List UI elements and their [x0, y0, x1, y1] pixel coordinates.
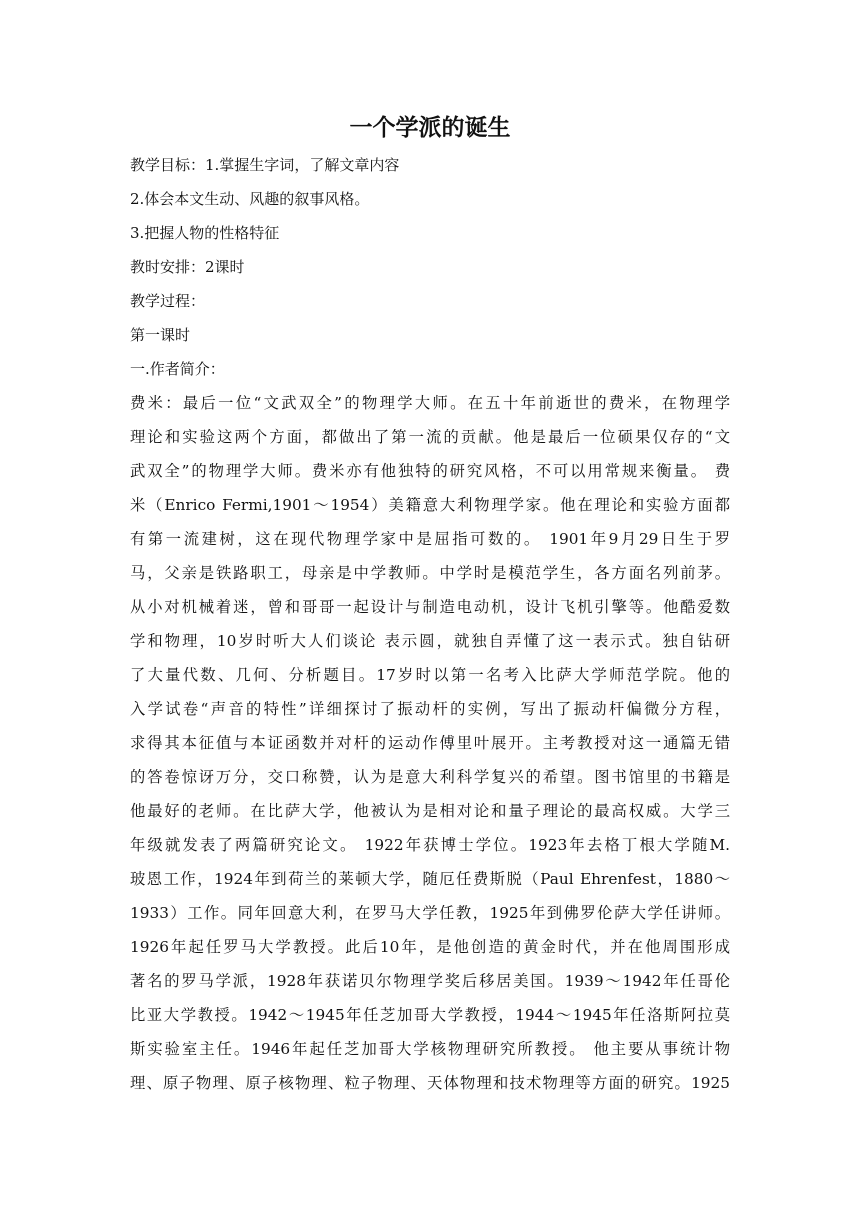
document-page [130, 108, 730, 1100]
bio-line: 费米：最后一位“文武双全”的物理学大师。在五十年前逝世的费米，在物理学 [130, 394, 730, 412]
bio-line: 的答卷惊讶万分，交口称赞，认为是意大利科学复兴的希望。图书馆里的书籍是 [130, 768, 730, 786]
bio-line: 有第一流建树，这在现代物理学家中是屈指可数的。 1901年9月29日生于罗 [130, 530, 730, 548]
teaching-process-heading: 教学过程： [130, 292, 206, 310]
bio-line: 马，父亲是铁路职工，母亲是中学教师。中学时是模范学生，各方面名列前茅。 [130, 564, 730, 582]
bio-line: 斯实验室主任。1946年起任芝加哥大学核物理研究所教授。 他主要从事统计物 [130, 1040, 730, 1058]
author-intro-heading: 一.作者简介： [130, 360, 225, 378]
bio-line: 米（Enrico Fermi,1901～1954）美籍意大利物理学家。他在理论和实验方面都 [130, 496, 730, 514]
author-bio-paragraph [130, 386, 730, 1100]
bio-line: 理论和实验这两个方面，都做出了第一流的贡献。他是最后一位硕果仅存的“文 [130, 428, 730, 446]
teaching-goal-line-2: 2.体会本文生动、风趣的叙事风格。 [130, 190, 370, 208]
bio-line: 1933）工作。同年回意大利，在罗马大学任教，1925年到佛罗伦萨大学任讲师。 [130, 904, 730, 922]
bio-line: 武双全”的物理学大师。费米亦有他独特的研究风格，不可以用常规来衡量。 费 [130, 462, 730, 480]
bio-line: 学和物理，10岁时听大人们谈论 表示圆，就独自弄懂了这一表示式。独自钻研 [130, 632, 730, 650]
bio-line: 入学试卷“声音的特性”详细探讨了振动杆的实例，写出了振动杆偏微分方程， [130, 700, 730, 718]
bio-line: 从小对机械着迷，曾和哥哥一起设计与制造电动机，设计飞机引擎等。他酷爱数 [130, 598, 730, 616]
teaching-goal-line-1: 教学目标：1.掌握生字词，了解文章内容 [130, 156, 400, 174]
bio-line: 玻恩工作，1924年到荷兰的莱顿大学，随厄任费斯脱（Paul Ehrenfest，1880～ [130, 870, 730, 888]
document-title: 一个学派的诞生 [349, 114, 511, 141]
bio-line: 求得其本征值与本证函数并对杆的运动作傅里叶展开。主考教授对这一通篇无错 [130, 734, 730, 752]
first-lesson-heading: 第一课时 [130, 326, 191, 344]
bio-line: 比亚大学教授。1942～1945年任芝加哥大学教授，1944～1945年任洛斯阿拉莫 [130, 1006, 730, 1024]
class-hours-line: 教时安排：2课时 [130, 258, 245, 276]
bio-line: 他最好的老师。在比萨大学，他被认为是相对论和量子理论的最高权威。大学三 [130, 802, 730, 820]
bio-line: 著名的罗马学派，1928年获诺贝尔物理学奖后移居美国。1939～1942年任哥伦 [130, 972, 730, 990]
bio-line: 理、原子物理、原子核物理、粒子物理、天体物理和技术物理等方面的研究。1925 [130, 1074, 730, 1092]
bio-line: 了大量代数、几何、分析题目。17岁时以第一名考入比萨大学师范学院。他的 [130, 666, 730, 684]
bio-line: 1926年起任罗马大学教授。此后10年，是他创造的黄金时代，并在他周围形成 [130, 938, 730, 956]
teaching-goal-line-3: 3.把握人物的性格特征 [130, 224, 280, 242]
bio-line: 年级就发表了两篇研究论文。 1922年获博士学位。1923年去格丁根大学随M. [130, 836, 730, 854]
